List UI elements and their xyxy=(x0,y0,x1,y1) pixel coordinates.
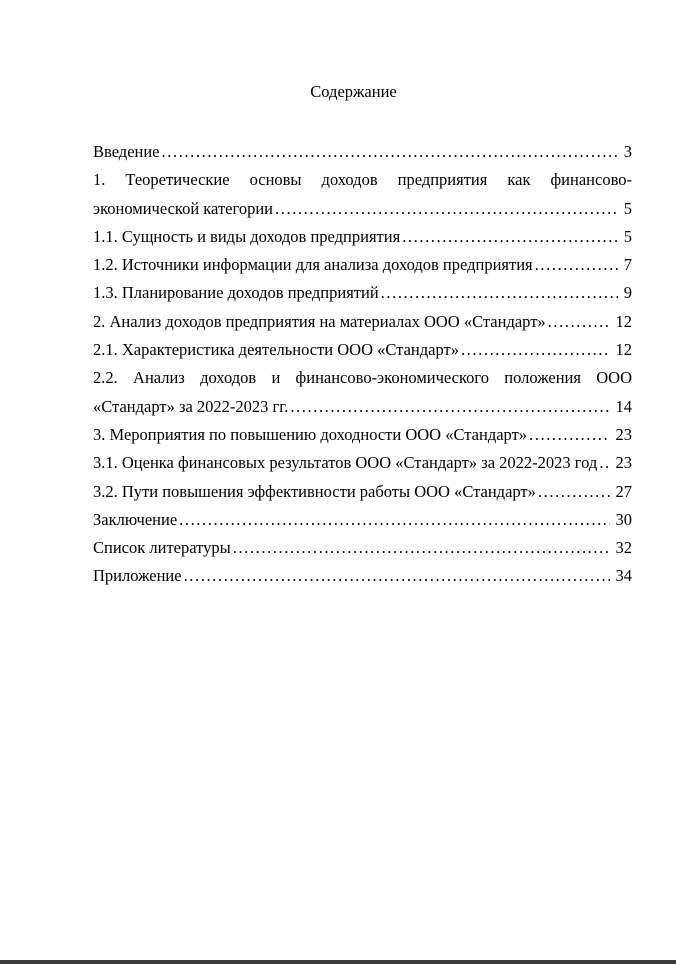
dot-leader xyxy=(538,478,610,506)
toc-entry[interactable] xyxy=(93,251,632,279)
toc-entry-label: 1.2. Источники информации для анализа доходов предприятия xyxy=(93,255,533,275)
dot-leader xyxy=(548,308,610,336)
dot-leader xyxy=(290,393,609,421)
toc-entry-page-number: 32 xyxy=(615,538,632,558)
toc-entry-page-number: 27 xyxy=(615,481,632,501)
dot-leader xyxy=(535,251,618,279)
toc-entry-label: 2. Анализ доходов предприятия на материалах ООО «Стандарт» xyxy=(93,311,546,331)
toc-entry-label: 2.1. Характеристика деятельности ООО «Стандарт» xyxy=(93,340,459,360)
toc-entry[interactable] xyxy=(93,138,632,166)
toc-entry[interactable] xyxy=(93,166,632,223)
toc-entry[interactable] xyxy=(93,449,632,477)
toc-entry-label: 3.1. Оценка финансовых результатов ООО «Стандарт» за 2022-2023 год xyxy=(93,453,598,473)
dot-leader xyxy=(461,336,610,364)
toc-entry-page-number: 3 xyxy=(623,142,632,161)
toc-entry-label: Приложение xyxy=(93,566,182,586)
toc-entry[interactable] xyxy=(93,562,632,590)
toc-entry[interactable] xyxy=(93,506,632,534)
toc-entry-leader-line xyxy=(93,308,632,336)
toc-entry[interactable] xyxy=(93,336,632,364)
table-of-contents xyxy=(93,138,632,591)
toc-entry[interactable] xyxy=(93,279,632,307)
toc-entry-leader-line xyxy=(93,279,632,307)
toc-entry[interactable] xyxy=(93,478,632,506)
toc-entry-leader-line xyxy=(93,138,632,166)
toc-entry-page-number: 7 xyxy=(623,255,632,275)
toc-entry-page-number: 12 xyxy=(615,340,632,360)
toc-entry-label: Список литературы xyxy=(93,538,231,558)
toc-entry[interactable] xyxy=(93,223,632,251)
dot-leader xyxy=(184,562,610,590)
toc-entry[interactable] xyxy=(93,534,632,562)
dot-leader xyxy=(529,421,609,449)
toc-entry[interactable] xyxy=(93,308,632,336)
toc-entry-leader-line xyxy=(93,251,632,279)
toc-entry-first-line: 2.2. Анализ доходов и финансово-экономического положения ООО xyxy=(93,368,632,388)
toc-entry-page-number: 34 xyxy=(615,566,632,586)
toc-entry-label: Введение xyxy=(93,142,160,161)
toc-entry-label: Заключение xyxy=(93,509,178,529)
toc-entry-leader-line xyxy=(93,195,632,223)
toc-entry-label: 3.2. Пути повышения эффективности работы ООО «Стандарт» xyxy=(93,481,536,501)
dot-leader xyxy=(162,138,618,166)
dot-leader xyxy=(381,279,618,307)
toc-entry-leader-line xyxy=(93,336,632,364)
dot-leader xyxy=(179,506,609,534)
toc-entry-page-number: 14 xyxy=(615,396,632,416)
toc-entry[interactable] xyxy=(93,364,632,421)
toc-entry-leader-line xyxy=(93,562,632,590)
toc-entry-page-number: 30 xyxy=(615,509,632,529)
toc-entry-label: «Стандарт» за 2022-2023 гг. xyxy=(93,396,289,416)
dot-leader xyxy=(599,449,609,477)
toc-entry-leader-line xyxy=(93,393,632,421)
toc-entry-page-number: 5 xyxy=(623,226,632,246)
toc-entry-leader-line xyxy=(93,449,632,477)
page-title: Содержание xyxy=(310,82,397,101)
dot-leader xyxy=(275,195,618,223)
toc-entry-leader-line xyxy=(93,421,632,449)
toc-entry-leader-line xyxy=(93,506,632,534)
toc-entry-first-line: 1. Теоретические основы доходов предприятия как финансово- xyxy=(93,170,632,190)
dot-leader xyxy=(233,534,610,562)
toc-entry-label: 1.3. Планирование доходов предприятий xyxy=(93,283,379,303)
toc-entry-leader-line xyxy=(93,223,632,251)
toc-entry-leader-line xyxy=(93,478,632,506)
toc-entry[interactable] xyxy=(93,421,632,449)
toc-entry-page-number: 23 xyxy=(615,453,632,473)
toc-entry-label: 3. Мероприятия по повышению доходности ООО «Стандарт» xyxy=(93,424,528,444)
window-bottom-edge xyxy=(0,960,676,964)
toc-entry-leader-line xyxy=(93,534,632,562)
toc-entry-page-number: 5 xyxy=(623,198,632,218)
dot-leader xyxy=(402,223,618,251)
toc-entry-label: экономической категории xyxy=(93,198,274,218)
toc-entry-page-number: 12 xyxy=(615,311,632,331)
toc-entry-label: 1.1. Сущность и виды доходов предприятия xyxy=(93,226,401,246)
toc-entry-page-number: 9 xyxy=(623,283,632,303)
toc-entry-page-number: 23 xyxy=(615,424,632,444)
